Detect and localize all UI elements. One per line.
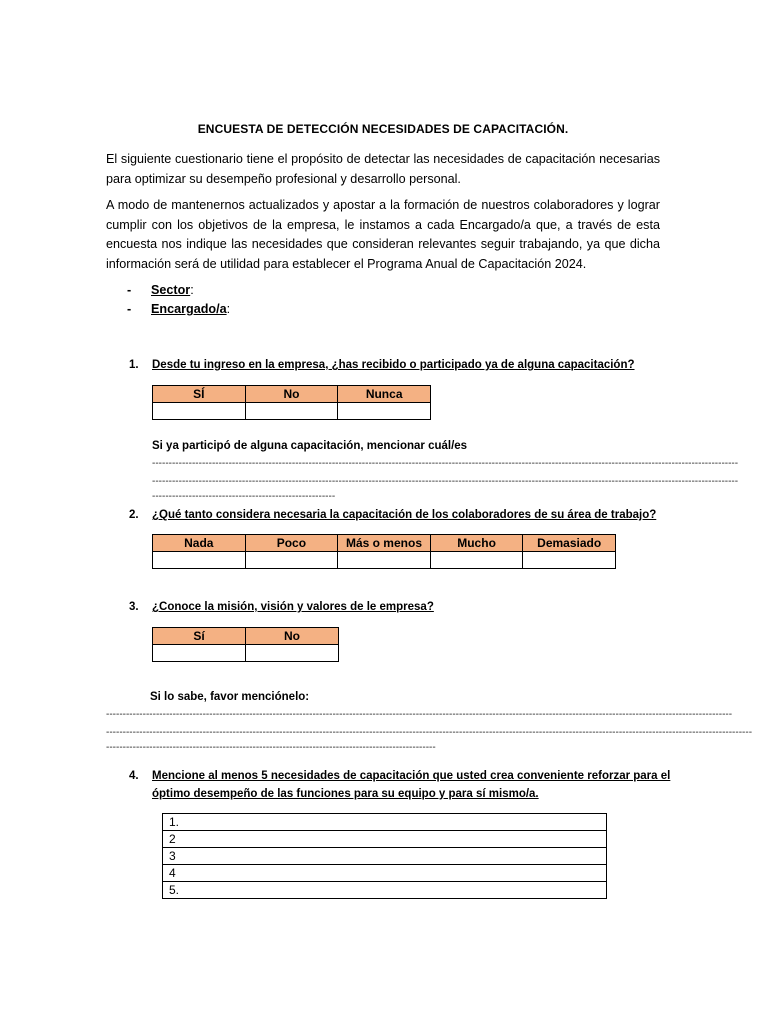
question-1-number: 1. bbox=[129, 359, 139, 371]
q1-answer-line-2[interactable]: -------------------------------------------------------------------------------------------------------------------------------------------------------------------------------- bbox=[152, 476, 739, 487]
q2-answer-demasiado[interactable] bbox=[523, 552, 616, 569]
sector-field bbox=[127, 283, 194, 297]
sector-label: Sector bbox=[151, 283, 191, 297]
q2-option-demasiado: Demasiado bbox=[523, 535, 616, 552]
q1-answer-line-1[interactable]: -------------------------------------------------------------------------------------------------------------------------------------------------------------------------------- bbox=[152, 458, 739, 469]
question-4-text-line-1: Mencione al menos 5 necesidades de capacitación que usted crea conveniente reforzar para el bbox=[152, 770, 671, 782]
q1-answer-nunca[interactable] bbox=[338, 403, 431, 420]
q1-answer-si[interactable] bbox=[153, 403, 246, 420]
q2-option-mas-o-menos: Más o menos bbox=[338, 535, 431, 552]
question-1-followup: Si ya participó de alguna capacitación, mencionar cuál/es bbox=[152, 440, 468, 452]
question-2-table bbox=[152, 534, 616, 569]
q3-answer-line-1[interactable]: -------------------------------------------------------------------------------------------------------------------------------------------------------------------------------------------- bbox=[106, 709, 733, 720]
q3-answer-no[interactable] bbox=[246, 645, 339, 662]
q2-option-poco: Poco bbox=[245, 535, 338, 552]
q1-option-si: SÍ bbox=[153, 386, 246, 403]
q1-option-nunca: Nunca bbox=[338, 386, 431, 403]
question-2-number: 2. bbox=[129, 509, 139, 521]
survey-title: ENCUESTA DE DETECCIÓN NECESIDADES DE CAPACITACIÓN. bbox=[197, 122, 569, 136]
q3-answer-si[interactable] bbox=[153, 645, 246, 662]
manager-field bbox=[127, 302, 230, 316]
q3-option-si: Sí bbox=[153, 628, 246, 645]
question-3-number: 3. bbox=[129, 601, 139, 613]
question-4-list bbox=[162, 813, 607, 899]
q2-answer-mucho[interactable] bbox=[430, 552, 523, 569]
intro-paragraph: El siguiente cuestionario tiene el propósito de detectar las necesidades de capacitación necesarias para optimizar su desempeño profesional y desarrollo personal. bbox=[106, 152, 660, 186]
question-4-number: 4. bbox=[129, 770, 139, 782]
question-3-text: ¿Conoce la misión, visión y valores de le empresa? bbox=[152, 601, 434, 613]
bullet-dash: - bbox=[127, 283, 132, 297]
q4-item-3[interactable]: 3 bbox=[163, 848, 607, 865]
q3-option-no: No bbox=[246, 628, 339, 645]
question-3-table bbox=[152, 627, 339, 662]
purpose-paragraph: A modo de mantenernos actualizados y apostar a la formación de nuestros colaboradores y lograr cumplir con los objetivos de la empresa, le instamos a cada Encargado/a que, a través de esta encuesta nos indique las necesidades que consideran relevantes seguir trabajando, ya que dicha información será de utilidad para establecer el Programa Anual de Capacitación 2024. bbox=[106, 198, 660, 271]
q1-option-no: No bbox=[245, 386, 338, 403]
q3-answer-line-3[interactable]: --------------------------------------------------------------------------------------------------- bbox=[106, 742, 436, 753]
q4-item-4[interactable]: 4 bbox=[163, 865, 607, 882]
q2-answer-mas-o-menos[interactable] bbox=[338, 552, 431, 569]
q2-answer-nada[interactable] bbox=[153, 552, 246, 569]
question-2-text: ¿Qué tanto considera necesaria la capacitación de los colaboradores de su área de trabajo? bbox=[152, 509, 657, 521]
q4-item-5[interactable]: 5. bbox=[163, 882, 607, 899]
q2-option-nada: Nada bbox=[153, 535, 246, 552]
question-1-table bbox=[152, 385, 431, 420]
q2-option-mucho: Mucho bbox=[430, 535, 523, 552]
q1-answer-no[interactable] bbox=[245, 403, 338, 420]
q1-answer-line-3[interactable]: ------------------------------------------------------- bbox=[152, 491, 336, 502]
question-4-text-line-2: óptimo desempeño de las funciones para su equipo y para sí mismo/a. bbox=[152, 788, 539, 800]
question-3-followup: Si lo sabe, favor menciónelo: bbox=[150, 691, 310, 703]
manager-colon: : bbox=[226, 302, 231, 316]
q3-answer-line-2[interactable]: -------------------------------------------------------------------------------------------------------------------------------------------------------------------------------------------------- bbox=[106, 727, 753, 738]
sector-colon: : bbox=[190, 283, 194, 297]
q4-item-1[interactable]: 1. bbox=[163, 814, 607, 831]
question-1-text: Desde tu ingreso en la empresa, ¿has recibido o participado ya de alguna capacitación? bbox=[152, 359, 635, 371]
bullet-dash: - bbox=[127, 302, 132, 316]
q4-item-2[interactable]: 2 bbox=[163, 831, 607, 848]
q2-answer-poco[interactable] bbox=[245, 552, 338, 569]
manager-label: Encargado/a bbox=[151, 302, 227, 316]
